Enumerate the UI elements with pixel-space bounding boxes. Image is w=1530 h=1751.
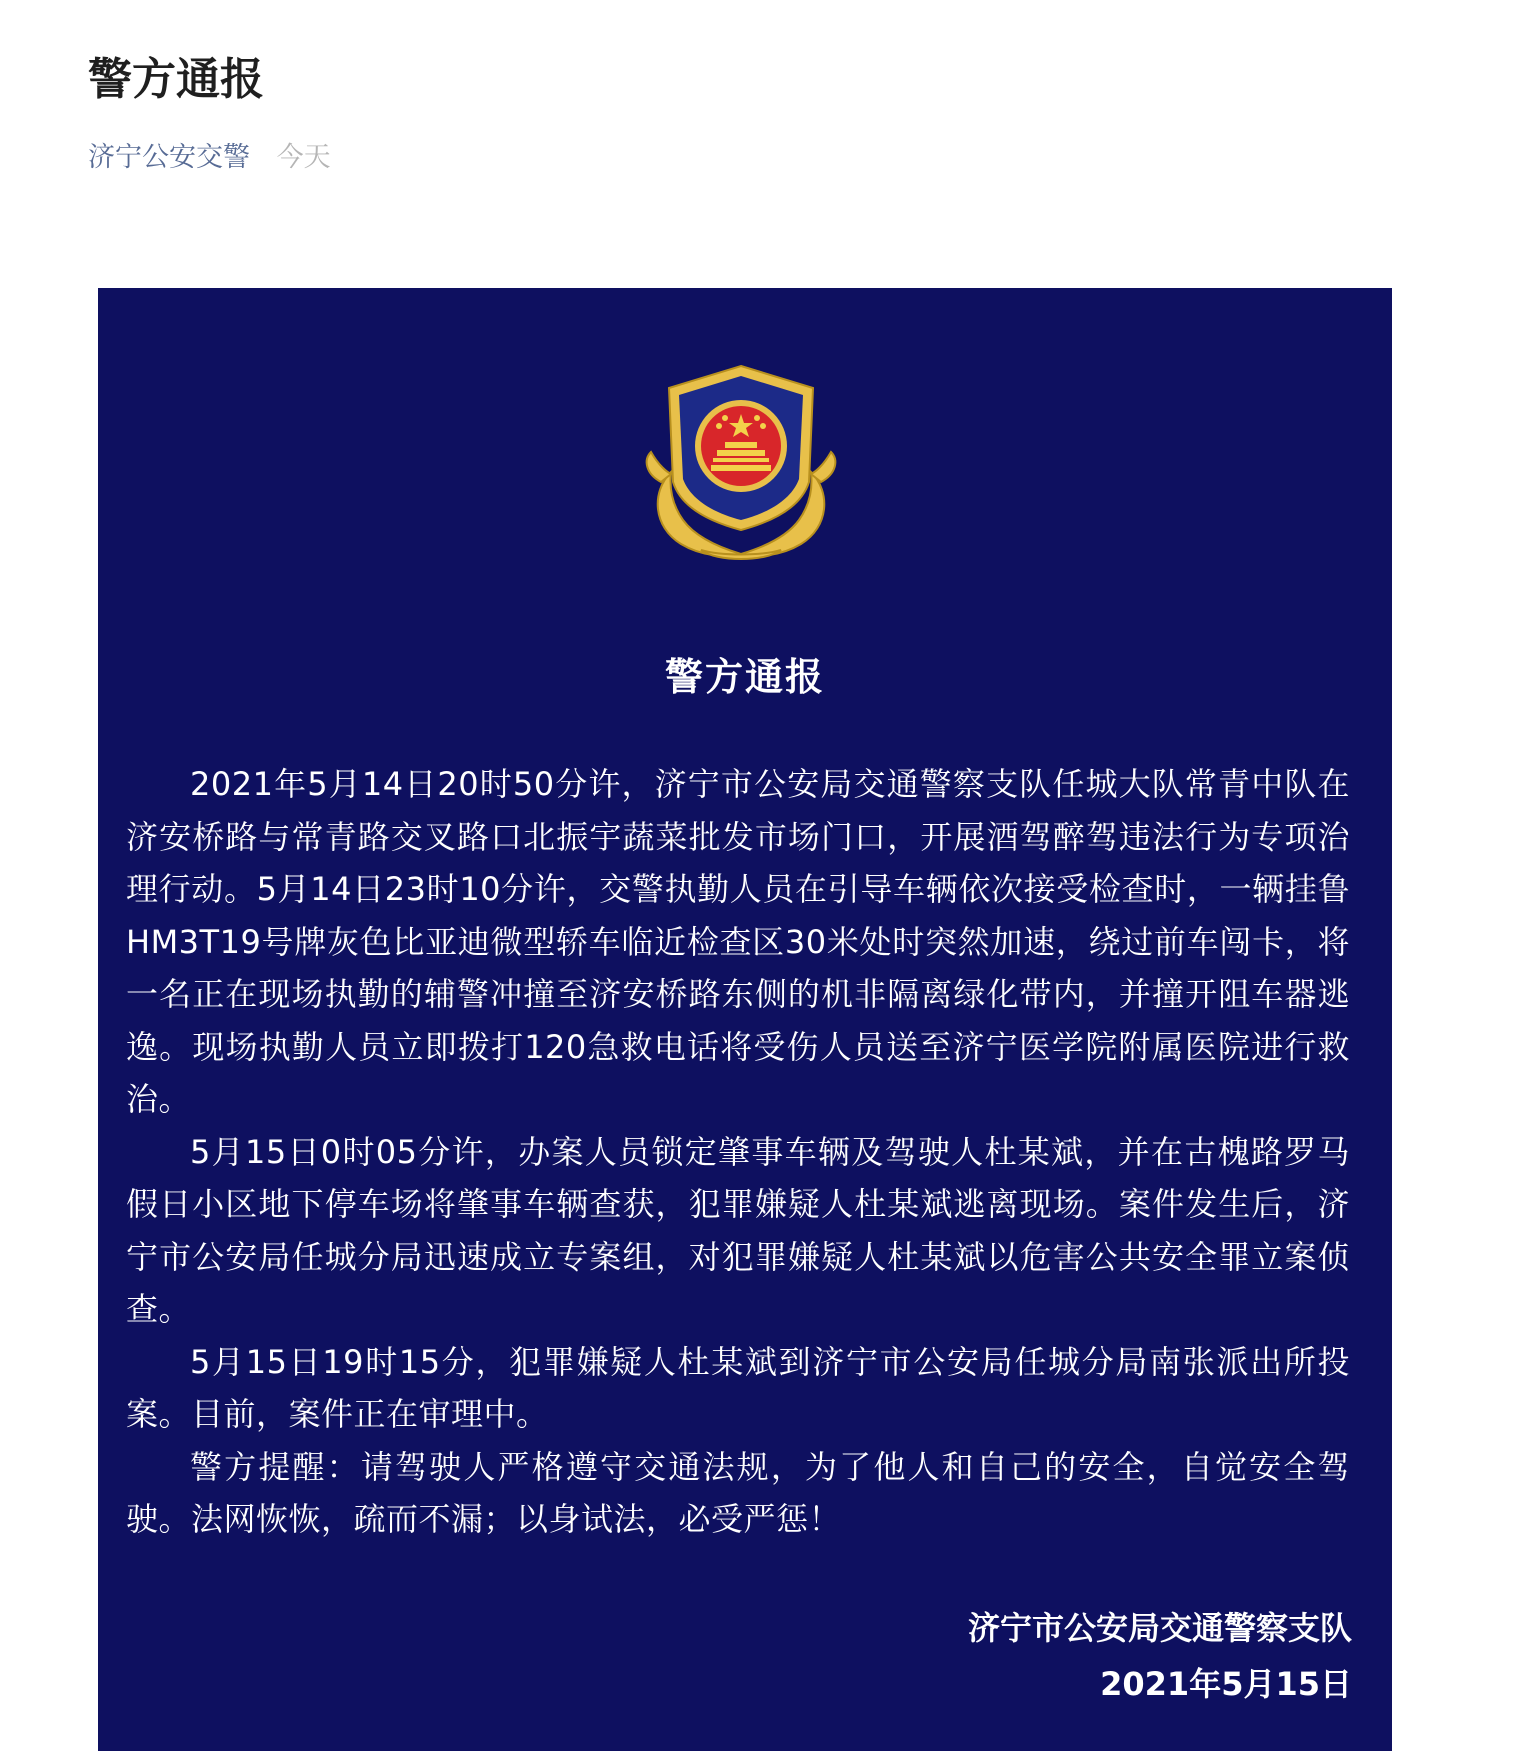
notice-paragraph: 警方提醒：请驾驶人严格遵守交通法规，为了他人和自己的安全，自觉安全驾驶。法网恢恢，疏而不漏；以身试法，必受严惩！ xyxy=(126,1447,1350,1538)
notice-paragraph: 2021年5月14日20时50分许，济宁市公安局交通警察支队任城大队常青中队在济安桥路与常青路交叉路口北振宇蔬菜批发市场门口，开展酒驾醉驾违法行为专项治理行动。5月14日23时10分许，交警执勤人员在引导车辆依次接受检查时，一辆挂鲁HM3T19号牌灰色比亚迪微型轿车临近检查区30米处时突然加速，绕过前车闯卡，将一名正在现场执勤的辅警冲撞至济安桥路东侧的机非隔离绿化带内，并撞开阻车器逃逸。现场执勤人员立即拨打120急救电话将受伤人员送至济宁医学院附属医院进行救治。 xyxy=(126,765,1350,1118)
article-meta xyxy=(88,138,1388,178)
notice-body xyxy=(126,758,1350,1546)
notice-image-card xyxy=(98,288,1392,1751)
notice-paragraph: 5月15日19时15分，犯罪嫌疑人杜某斌到济宁市公安局任城分局南张派出所投案。目前，案件正在审理中。 xyxy=(126,1342,1350,1433)
signature-organization: 济宁市公安局交通警察支队 xyxy=(967,1609,1352,1647)
publish-date: 今天 xyxy=(276,142,331,173)
account-name-link[interactable]: 济宁公安交警 xyxy=(88,142,250,173)
article-title: 警方通报 xyxy=(88,54,264,105)
signature-block xyxy=(968,1600,1352,1712)
article-header xyxy=(88,44,1388,178)
signature-date: 2021年5月15日 xyxy=(1100,1665,1352,1703)
police-emblem-icon xyxy=(641,362,841,568)
notice-paragraph: 5月15日0时05分许，办案人员锁定肇事车辆及驾驶人杜某斌，并在古槐路罗马假日小区地下停车场将肇事车辆查获，犯罪嫌疑人杜某斌逃离现场。案件发生后，济宁市公安局任城分局迅速成立专案组，对犯罪嫌疑人杜某斌以危害公共安全罪立案侦查。 xyxy=(126,1132,1350,1328)
notice-title: 警方通报 xyxy=(664,655,825,699)
